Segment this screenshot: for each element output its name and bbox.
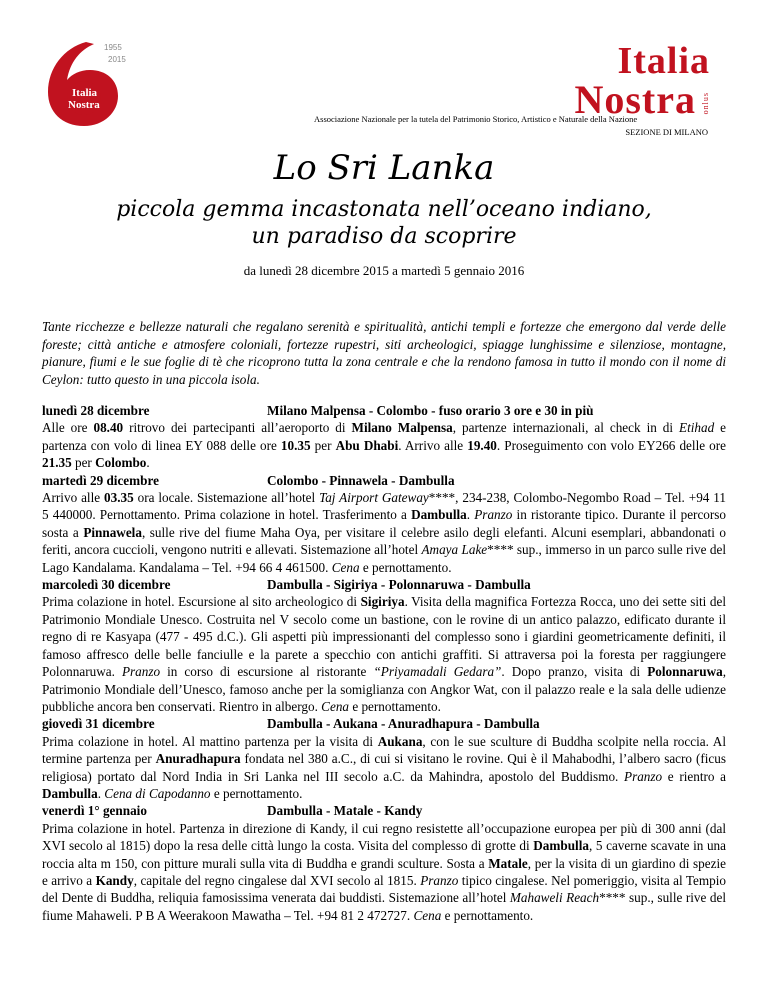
day-description: Prima colazione in hotel. Escursione al sito archeologico di Sigiriya. Visita della magnifica Fortezza Rocca, uno dei sette siti del Patrimonio Mondiale Unesco. Costruita nel V secolo come un bastione, con le rovine di un antico palazzo, edificato durante il regno di re Kasyapa (477 - 495 d.C.). Gli aspetti più impressionanti del complesso sono i giardini geometricamente definiti, il famoso affresco delle belle fanciulle e la parete a specchio con antichi graffiti. Si attraversa poi la foresta per raggiungere Polonnaruwa. Pranzo in corso di escursione al ristorante “Priyamadali Gedara”. Dopo pranzo, visita di Polonnaruwa, Patrimonio Mondiale dell’Unesco, famoso anche per la somiglianza con Angkor Wat, con il palazzo reale e la sala delle udienze pubbliche ancora ben conservati. Rientro in albergo. Cena e pernottamento. [42,594,726,714]
section-label: SEZIONE DI MILANO [625,127,708,137]
day-description: Prima colazione in hotel. Al mattino partenza per la visita di Aukana, con le sue sculture di Buddha scolpite nella roccia. Al termine partenza per Anuradhapura fondata nel 380 a.C., di cui si visitano le rovine. Qui è il Mahabodhi, l’albero sacro (ficus religiosa) portato dal Nord India in Sri Lanka nel III secolo a.C. da Mahindra, apostolo del Buddismo. Pranzo e rientro a Dambulla. Cena di Capodanno e pernottamento. [42,733,726,801]
itinerary [42,402,726,924]
intro-paragraph: Tante ricchezze e bellezze naturali che regalano serenità e spiritualità, antichi templi e fortezze che emergono dal verde delle foreste; città antiche e atmosfere coloniali, fortezze rupestri, siti archeologici, spiagge lunghissime e silenziose, montagne, pianure, fiumi e le sue foglie di tè che ricoprono tutta la zona centrale e che la rendono famosa in tutto il mondo con il nome di Ceylon: tutto questo in una piccola isola. [42,319,726,387]
logo-right-suffix: onlus [701,92,710,115]
day-description: Prima colazione in hotel. Partenza in direzione di Kandy, il cui regno resistette all’occupazione europea per più di 300 anni (dal XVI secolo al 1815) dopo la resa delle città lungo la costa. Visita del complesso di grotte di Dambulla, 5 caverne scavate in una roccia alta m 150, con pitture murali sulla vita di Buddha e grandi sculture. Sosta a Matale, per la visita di un giardino di spezie e arrivo a Kandy, capitale del regno cingalese dal XVI secolo al 1815. Pranzo tipico cingalese. Nel pomeriggio, visita al Tempio del Dente di Buddha, reliquia famosissima venerata dai buddisti. Sistemazione all’hotel Mahaweli Reach**** sup., sulle rive del fiume Mahaweli. P B A Weerakoon Mawatha – Tel. +94 81 2 472727. Cena e pernottamento. [42,820,727,923]
association-line: Associazione Nazionale per la tutela del Patrimonio Storico, Artistico e Naturale della Nazione [314,114,638,124]
day-date: martedì 29 dicembre [42,472,159,488]
italia-nostra-60-logo [42,38,132,128]
day-route: Colombo - Pinnawela - Dambulla [267,472,455,488]
day-date: giovedì 31 dicembre [42,716,155,732]
sixty-anniversary-emblem [42,38,132,128]
trip-dates: da lunedì 28 dicembre 2015 a martedì 5 gennaio 2016 [243,263,525,278]
day-header [42,472,726,489]
day-route: Dambulla - Sigiriya - Polonnaruwa - Dambulla [267,577,531,593]
day-date: marcoledì 30 dicembre [42,577,171,593]
logo-left-line2: Nostra [68,99,100,111]
day-description: Alle ore 08.40 ritrovo dei partecipanti all’aeroporto di Milano Malpensa, partenze internazionali, al check in di Etihad e partenza con volo di linea EY 088 delle ore 10.35 per Abu Dhabi. Arrivo alle 19.40. Proseguimento con volo EY266 delle ore 21.35 per Colombo. [42,420,727,471]
subtitle-line-2: un paradiso da scoprire [251,224,517,249]
logo-right-line2: Nostra [574,77,696,122]
day-description: Arrivo alle 03.35 ora locale. Sistemazione all’hotel Taj Airport Gateway****, 234-238, Colombo-Negombo Road – Tel. +94 11 5 440000. Pernottamento. Prima colazione in hotel. Trasferimento a Dambulla. Pranzo in ristorante tipico. Durante il percorso sosta a Pinnawela, sulle rive del fiume Maha Oya, per visitare il celebre asilo degli elefanti. Alcuni esemplari, abbandonati o feriti, ancora cuccioli, vengono nutriti e allevati. Sistemazione all’hotel Amaya Lake**** sup., immerso in un parco sulle rive del Lago Kandalama. Kandalama – Tel. +94 66 4 461500. Cena e pernottamento. [42,490,727,575]
subtitle-line-1: piccola gemma incastonata nell’oceano indiano, [116,197,652,222]
logo-left-line1: Italia [72,87,98,99]
day-header [42,576,726,593]
logo-right-line1: Italia [617,40,710,82]
day-date: lunedì 28 dicembre [42,403,150,418]
day-date: venerdì 1° gennaio [42,803,147,819]
logo-year-start: 1955 [104,43,122,52]
logo-year-end: 2015 [108,55,126,64]
day-header [42,402,726,419]
italia-nostra-logo [550,42,710,122]
day-header [42,802,726,819]
day-header [42,715,726,732]
day-route: Dambulla - Aukana - Anuradhapura - Dambulla [267,716,540,732]
day-route: Milano Malpensa - Colombo - fuso orario 3 ore e 30 in più [267,403,594,418]
document-title: Lo Sri Lanka [273,148,495,188]
day-route: Dambulla - Matale - Kandy [267,803,423,819]
document-subtitle [0,196,768,250]
